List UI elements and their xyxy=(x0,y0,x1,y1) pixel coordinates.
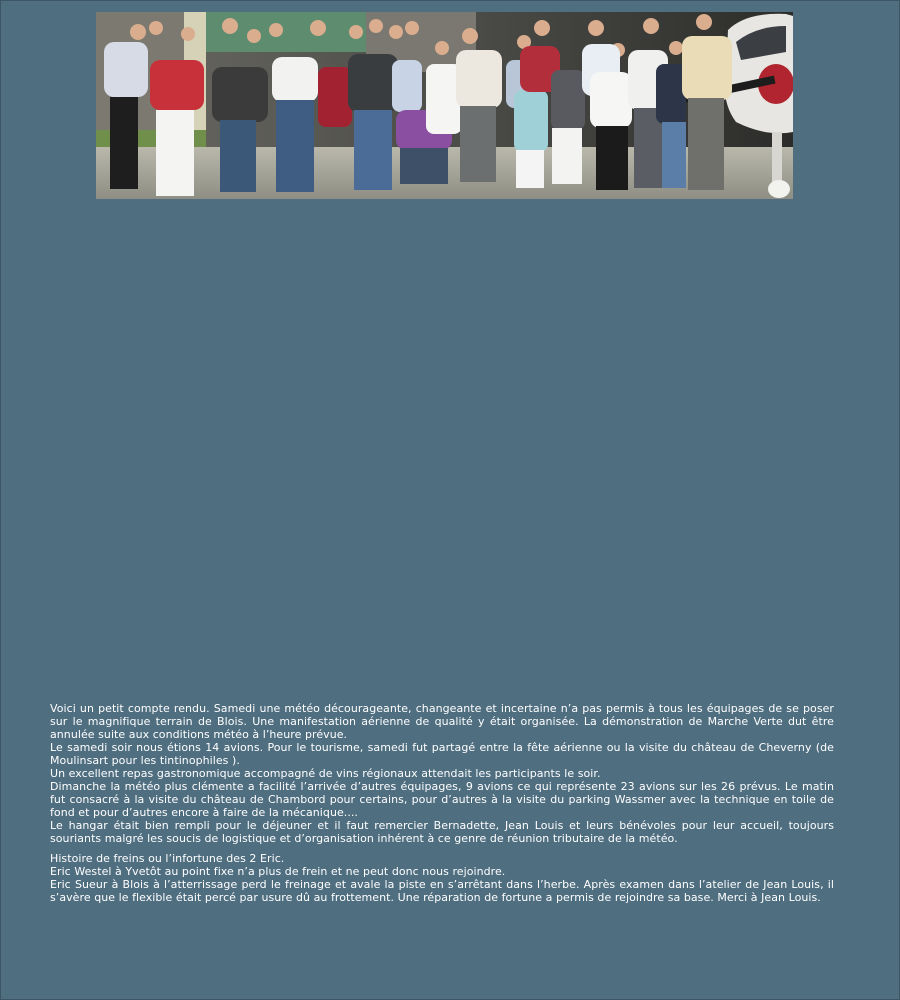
article-paragraph-2: Le samedi soir nous étions 14 avions. Pour le tourisme, samedi fut partagé entre la fête aérienne ou la visite du château de Cheverny (de Moulinsart pour les tintinophiles ). xyxy=(50,741,834,767)
article-text xyxy=(50,702,834,904)
article-paragraph-1: Voici un petit compte rendu. Samedi une météo décourageante, changeante et incertaine n’a pas permis à tous les équipages de se poser sur le magnifique terrain de Blois. Une manifestation aérienne de qualité y était organisée. La démonstration de Marche Verte dut être annulée suite aux conditions météo à l’heure prévue. xyxy=(50,702,834,741)
group-photo xyxy=(96,12,793,199)
brakes-paragraph-2: Eric Sueur à Blois à l’atterrissage perd le freinage et avale la piste en s’arrêtant dans l’herbe. Après examen dans l’atelier de Jean Louis, il s’avère que le flexible était percé par usure dû au frottement. Une réparation de fortune a permis de rejoindre sa base. Merci à Jean Louis. xyxy=(50,878,834,904)
article-paragraph-4: Dimanche la météo plus clémente a facilité l’arrivée d’autres équipages, 9 avions ce qui représente 23 avions sur les 26 prévus. Le matin fut consacré à la visite du château de Chambord pour certains, pour d’autres à la visite du parking Wassmer avec la technique en toile de fond et pour d’autres encore à faire de la mécanique.... xyxy=(50,780,834,819)
brakes-paragraph-1: Eric Westel à Yvetôt au point fixe n’a plus de frein et ne peut donc nous rejoindre. xyxy=(50,865,506,878)
group-photo-icon xyxy=(96,12,793,199)
brakes-title: Histoire de freins ou l’infortune des 2 Eric. xyxy=(50,852,285,865)
article-paragraph-5: Le hangar était bien rempli pour le déjeuner et il faut remercier Bernadette, Jean Louis et leurs bénévoles pour leur accueil, toujours souriants malgré les soucis de logistique et d’organisation inhérent à ce genre de réunion tributaire de la météo. xyxy=(50,819,834,845)
article-paragraph-3: Un excellent repas gastronomique accompagné de vins régionaux attendait les participants le soir. xyxy=(50,767,601,780)
